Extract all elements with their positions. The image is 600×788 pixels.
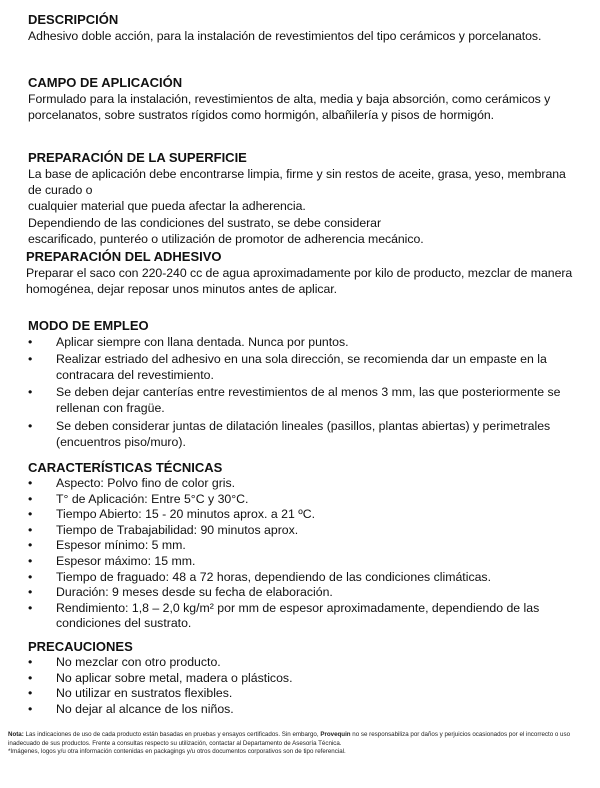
bullet-list: [28, 334, 588, 450]
section-title: PREPARACIÓN DEL ADHESIVO: [26, 249, 222, 264]
section-preparacion-superficie: [28, 150, 576, 247]
section-title: PREPARACIÓN DE LA SUPERFICIE: [28, 150, 247, 165]
brand-name: Provequin: [320, 731, 351, 738]
bullet-icon: •: [28, 655, 33, 669]
bullet-icon: •: [28, 491, 33, 506]
section-line: Dependiendo de las condiciones del sustrato, se debe considerar: [28, 215, 382, 230]
list-item: • Tiempo de fraguado: 48 a 72 horas, dependiendo de las condiciones climáticas.: [28, 569, 491, 584]
bullet-icon: •: [28, 507, 33, 522]
section-caracteristicas-tecnicas: [28, 460, 588, 632]
list-item: • Aspecto: Polvo fino de color gris.: [28, 476, 236, 490]
footer-disclaimer: *Imágenes, logos y/u otra información contenidas en packagings y/u otros documentos corporativos son de tipo referencial.: [8, 748, 346, 756]
section-line: porcelanatos, sobre sustratos rígidos como hormigón, albañilería y pisos de hormigón.: [28, 108, 495, 123]
list-item: • T° de Aplicación: Entre 5°C y 30°C.: [28, 491, 249, 506]
section-title: PRECAUCIONES: [28, 639, 133, 654]
list-item: • Se deben dejar canterías entre revestimientos de al menos 3 mm, las que posteriormente se rellenan con fragüe.: [28, 385, 561, 416]
section-title: MODO DE EMPLEO: [28, 318, 149, 333]
list-item: • Espesor máximo: 15 mm.: [28, 553, 196, 568]
list-item: • No mezclar con otro producto.: [28, 655, 221, 669]
section-campo-aplicacion: [28, 75, 576, 123]
bullet-icon: •: [28, 701, 33, 716]
list-item: • No aplicar sobre metal, madera o plásticos.: [28, 670, 293, 685]
section-title: CARACTERÍSTICAS TÉCNICAS: [28, 460, 223, 475]
section-line: cualquier material que pueda afectar la adherencia.: [28, 199, 306, 214]
section-line: Formulado para la instalación, revestimientos de alta, media y baja absorción, como cerámicos y: [28, 92, 551, 106]
nota-label: Nota:: [8, 731, 24, 738]
list-item: • Tiempo Abierto: 15 - 20 minutos aprox. a 21 ºC.: [28, 507, 315, 522]
bullet-icon: •: [28, 522, 33, 537]
section-preparacion-adhesivo: [26, 249, 574, 297]
bullet-icon: •: [28, 600, 33, 615]
list-item: • Espesor mínimo: 5 mm.: [28, 538, 186, 553]
bullet-icon: •: [28, 585, 33, 600]
list-item: • Se deben considerar juntas de dilatación lineales (pasillos, plantas abiertas) y perimetrales (encuentros piso/muro).: [28, 418, 551, 449]
bullet-icon: •: [28, 418, 33, 433]
bullet-icon: •: [28, 686, 33, 701]
list-item: • Duración: 9 meses desde su fecha de elaboración.: [28, 585, 333, 600]
bullet-icon: •: [28, 476, 33, 490]
section-title: CAMPO DE APLICACIÓN: [28, 75, 183, 90]
section-line: Preparar el saco con 220-240 cc de agua aproximadamente por kilo de producto, mezclar de manera: [26, 266, 573, 280]
section-line: escarificado, punteréo o utilización de promotor de adherencia mecánico.: [28, 231, 424, 246]
footer-nota: Nota: Las indicaciones de uso de cada producto están basadas en pruebas y ensayos certificados. Sin embargo, Provequin no se responsabiliza por daños y perjuicios ocasionados por el incorrecto o uso inadecuado de sus productos. Frente a consultas respecto su utilización, contactar al Departamento de Asesoría Técnica.: [8, 731, 571, 747]
bullet-icon: •: [28, 335, 33, 349]
bullet-icon: •: [28, 352, 33, 367]
section-title: DESCRIPCIÓN: [28, 12, 119, 27]
section-modo-empleo: [28, 318, 588, 451]
bullet-list: [28, 476, 588, 632]
bullet-icon: •: [28, 553, 33, 568]
section-precauciones: [28, 639, 576, 717]
list-item: • Rendimiento: 1,8 – 2,0 kg/m² por mm de espesor aproximadamente, dependiendo de las condiciones del sustrato.: [28, 600, 540, 631]
list-item: • Aplicar siempre con llana dentada. Nunca por puntos.: [28, 335, 349, 349]
section-line: homogénea, dejar reposar unos minutos antes de aplicar.: [26, 282, 338, 297]
list-item: • Tiempo de Trabajabilidad: 90 minutos aprox.: [28, 522, 299, 537]
bullet-icon: •: [28, 670, 33, 685]
bullet-icon: •: [28, 538, 33, 553]
section-line: La base de aplicación debe encontrarse limpia, firme y sin restos de aceite, grasa, yeso, membrana de curado o: [28, 167, 566, 198]
bullet-list: [28, 655, 576, 717]
list-item: • Realizar estriado del adhesivo en una sola dirección, se recomienda dar un empaste en la contracara del revestimiento.: [28, 352, 547, 383]
section-descripcion: [28, 12, 576, 44]
bullet-icon: •: [28, 385, 33, 400]
bullet-icon: •: [28, 569, 33, 584]
footer-note: [8, 731, 592, 757]
section-text: Adhesivo doble acción, para la instalación de revestimientos del tipo cerámicos y porcelanatos.: [28, 29, 542, 43]
list-item: • No dejar al alcance de los niños.: [28, 701, 234, 716]
list-item: • No utilizar en sustratos flexibles.: [28, 686, 233, 701]
